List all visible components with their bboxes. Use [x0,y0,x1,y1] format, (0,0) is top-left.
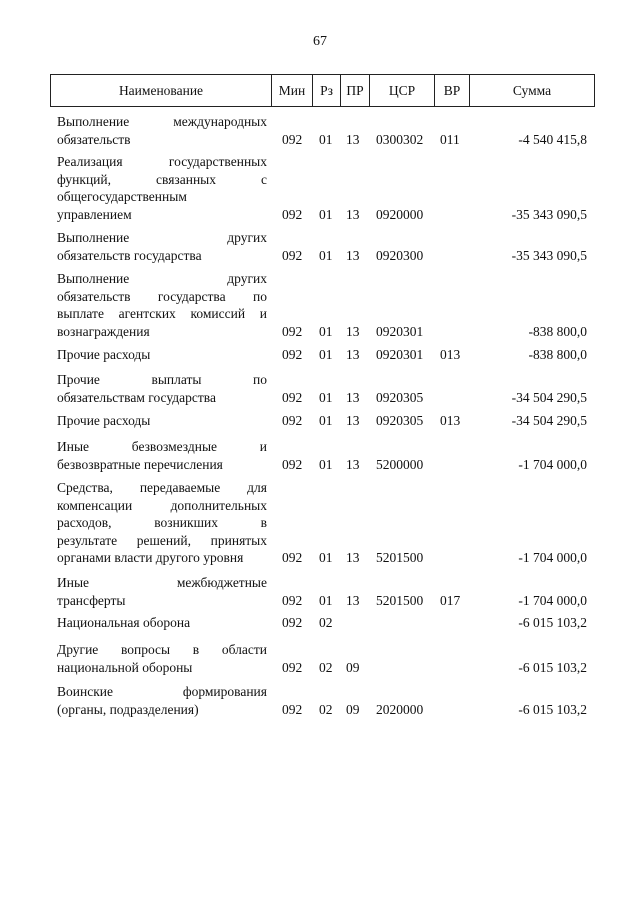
row-name-line: Иные межбюджетные [57,575,267,590]
header-csr: ЦСР [388,83,416,98]
cell-pr: 13 [346,389,360,405]
cell-csr: 0920000 [376,206,424,222]
table-header [50,74,595,107]
cell-sum: -1 704 000,0 [518,592,587,608]
header-name: Наименование [118,83,204,98]
cell-pr: 13 [346,347,360,362]
row-name-line: Прочие выплаты по [57,372,267,387]
cell-csr: 5200000 [376,456,424,472]
cell-min: 092 [282,550,303,565]
row-name-line: управлением [57,206,132,222]
cell-min: 092 [282,701,303,717]
cell-rz: 01 [319,550,333,565]
cell-rz: 01 [319,389,333,405]
cell-pr: 13 [346,247,360,263]
row-name-line: результате решений, принятых [57,532,267,548]
cell-sum: -1 704 000,0 [518,550,587,565]
cell-csr: 5201500 [376,592,424,608]
cell-sum: -6 015 103,2 [518,701,587,717]
table-row [0,614,640,632]
cell-min: 092 [282,615,303,630]
cell-pr: 13 [346,456,360,472]
cell-sum: -838 800,0 [528,323,587,339]
cell-sum: -35 343 090,5 [511,247,587,263]
row-name-line: вознаграждения [57,323,150,339]
row-name [57,153,267,223]
cell-csr: 0920305 [376,389,424,405]
table-row [0,683,640,718]
table-row [0,574,640,609]
row-name-line: Иные безвозмездные и [57,439,267,454]
cell-rz: 01 [319,247,333,263]
cell-pr: 13 [346,592,360,608]
cell-csr: 2020000 [376,701,424,717]
header-sum: Сумма [512,83,552,98]
row-name-line: Средства, передаваемые для [57,480,267,495]
cell-min: 092 [282,206,303,222]
cell-csr: 5201500 [376,550,424,565]
row-name [57,438,267,473]
table-row [0,479,640,567]
cell-rz: 01 [319,413,333,428]
cell-csr: 0920301 [376,323,424,339]
header-vr: ВР [443,83,461,98]
table-row [0,371,640,406]
cell-min: 092 [282,389,303,405]
cell-rz: 02 [319,615,333,630]
row-name [57,113,267,148]
row-name-line: Реализация государственных [57,154,267,169]
row-name [57,412,267,430]
cell-vr: 013 [440,347,461,362]
row-name-line: обязательств [57,131,131,147]
page-number: 67 [313,34,327,49]
cell-rz: 01 [319,323,333,339]
cell-min: 092 [282,347,303,362]
cell-min: 092 [282,456,303,472]
table-row [0,641,640,676]
header-pr: ПР [346,83,364,98]
cell-pr: 13 [346,413,360,428]
cell-pr: 13 [346,131,360,147]
row-name-line: выплате агентских комиссий и [57,306,267,321]
cell-vr: 013 [440,413,461,428]
cell-sum: -34 504 290,5 [511,389,587,405]
cell-rz: 01 [319,206,333,222]
cell-csr: 0920305 [376,413,424,428]
cell-rz: 01 [319,456,333,472]
cell-csr: 0920300 [376,247,424,263]
table-row [0,438,640,473]
cell-sum: -35 343 090,5 [511,206,587,222]
row-name [57,574,267,609]
row-name [57,371,267,406]
header-min: Мин [278,83,306,98]
table-row [0,412,640,430]
cell-pr: 13 [346,206,360,222]
row-name-line: Выполнение других [57,271,267,286]
table-row [0,153,640,223]
cell-min: 092 [282,323,303,339]
row-name-line: функций, связанных с [57,171,267,187]
cell-sum: -6 015 103,2 [518,659,587,675]
row-name-line: Национальная оборона [57,615,191,630]
cell-csr: 0300302 [376,131,424,147]
table-row [0,229,640,264]
table-row [0,270,640,340]
row-name-line: обязательств государства [57,247,202,263]
cell-min: 092 [282,659,303,675]
cell-pr: 09 [346,659,360,675]
row-name-line: Другие вопросы в области [57,642,267,657]
row-name [57,346,267,364]
row-name-line: Воинские формирования [57,684,267,699]
cell-min: 092 [282,592,303,608]
cell-pr: 13 [346,323,360,339]
row-name-line: национальной обороны [57,659,193,675]
row-name [57,683,267,718]
row-name-line: Прочие расходы [57,413,151,428]
row-name-line: Выполнение международных [57,114,267,129]
cell-rz: 02 [319,659,333,675]
cell-sum: -6 015 103,2 [518,615,587,630]
header-rz: Рз [320,83,333,98]
cell-sum: -1 704 000,0 [518,456,587,472]
row-name [57,270,267,340]
cell-vr: 017 [440,592,461,608]
row-name-line: безвозвратные перечисления [57,456,223,472]
row-name [57,641,267,676]
row-name-line: общегосударственным [57,189,187,204]
cell-sum: -4 540 415,8 [518,131,587,147]
cell-pr: 09 [346,701,360,717]
cell-sum: -34 504 290,5 [511,413,587,428]
cell-sum: -838 800,0 [528,347,587,362]
table-row [0,113,640,148]
cell-rz: 01 [319,347,333,362]
row-name [57,614,267,632]
row-name-line: обязательствам государства [57,389,216,405]
cell-rz: 01 [319,131,333,147]
row-name-line: органами власти другого уровня [57,550,244,565]
row-name [57,229,267,264]
row-name [57,479,267,567]
row-name-line: расходов, возникших в [57,515,267,530]
cell-rz: 02 [319,701,333,717]
table-row [0,346,640,364]
cell-vr: 011 [440,131,460,147]
cell-csr: 0920301 [376,347,424,362]
cell-min: 092 [282,413,303,428]
row-name-line: Выполнение других [57,230,267,245]
row-name-line: компенсации дополнительных [57,497,267,513]
row-name-line: трансферты [57,592,126,608]
cell-min: 092 [282,247,303,263]
cell-rz: 01 [319,592,333,608]
row-name-line: (органы, подразделения) [57,701,199,717]
row-name-line: обязательств государства по [57,288,267,304]
row-name-line: Прочие расходы [57,347,151,362]
cell-min: 092 [282,131,303,147]
cell-pr: 13 [346,550,360,565]
